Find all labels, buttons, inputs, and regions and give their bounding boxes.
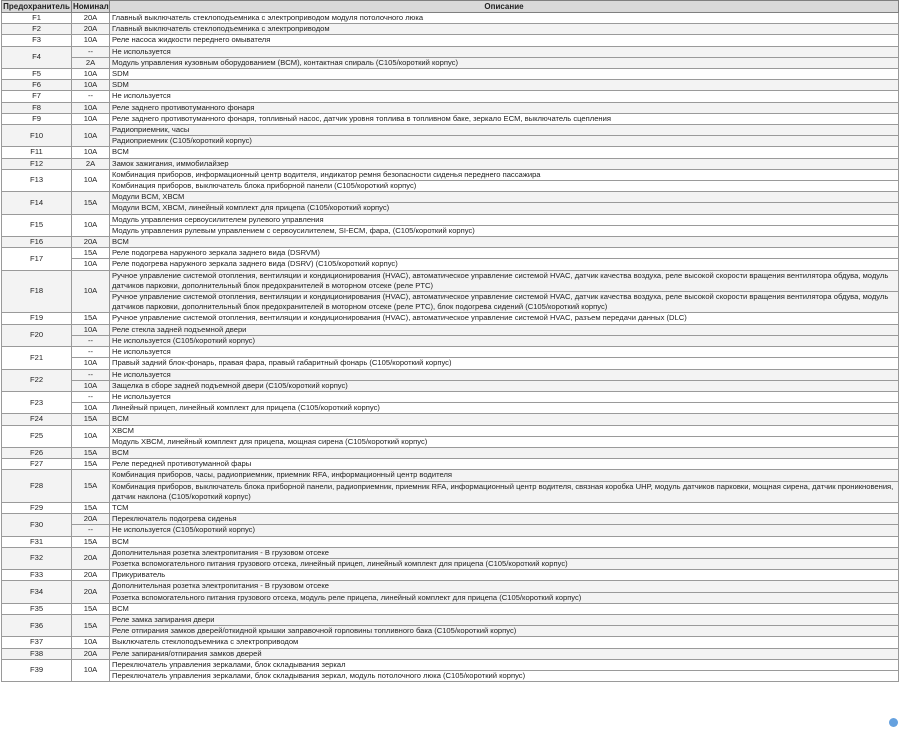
description-cell: Реле запирания/отпирания замков дверей [110, 648, 899, 659]
table-row [2, 547, 899, 558]
description-cell: SDM [110, 69, 899, 80]
description-cell: BCM [110, 603, 899, 614]
table-row [2, 125, 899, 136]
rating-cell: 20A [72, 514, 110, 525]
rating-cell: 10A [72, 259, 110, 270]
rating-cell: 10A [72, 125, 110, 147]
fuse-cell: F4 [2, 46, 72, 68]
fuse-cell: F38 [2, 648, 72, 659]
fuse-cell: F31 [2, 536, 72, 547]
table-row [2, 603, 899, 614]
table-row [2, 648, 899, 659]
fuse-cell: F28 [2, 470, 72, 503]
table-row [2, 270, 899, 291]
fuse-cell: F35 [2, 603, 72, 614]
description-cell: Переключатель управления зеркалами, блок складывания зеркал, модуль потолочного люка (C105/короткий корпус) [110, 670, 899, 681]
fuse-cell: F24 [2, 414, 72, 425]
table-row [2, 225, 899, 236]
description-cell: BCM [110, 536, 899, 547]
description-cell: Ручное управление системой отопления, вентиляции и кондиционирования (HVAC), автоматическое управление системой HVAC, разъем передачи данных (DLC) [110, 313, 899, 324]
description-cell: Не используется [110, 347, 899, 358]
description-cell: Главный выключатель стеклоподъемника с электроприводом [110, 24, 899, 35]
description-cell: Не используется (C105/короткий корпус) [110, 335, 899, 346]
description-cell: Реле заднего противотуманного фонаря [110, 102, 899, 113]
fuse-cell: F16 [2, 237, 72, 248]
rating-cell: 10A [72, 380, 110, 391]
table-row [2, 335, 899, 346]
description-cell: Не используется [110, 46, 899, 57]
rating-cell: 15A [72, 313, 110, 324]
rating-cell: 15A [72, 536, 110, 547]
table-row [2, 436, 899, 447]
fuse-cell: F21 [2, 347, 72, 369]
table-row [2, 46, 899, 57]
fuse-cell: F26 [2, 447, 72, 458]
rating-cell: 10A [72, 169, 110, 191]
description-cell: Реле подогрева наружного зеркала заднего вида (DSRVM) [110, 248, 899, 259]
table-row [2, 637, 899, 648]
fuse-cell: F15 [2, 214, 72, 236]
fuse-cell: F14 [2, 192, 72, 214]
rating-cell: 2A [72, 57, 110, 68]
description-cell: Реле передней противотуманной фары [110, 459, 899, 470]
rating-cell: -- [72, 525, 110, 536]
description-cell: Радиоприемник (C105/короткий корпус) [110, 136, 899, 147]
table-row [2, 292, 899, 313]
description-cell: Переключатель управления зеркалами, блок складывания зеркал [110, 659, 899, 670]
description-cell: Модули BCM, XBCM [110, 192, 899, 203]
rating-cell: 20A [72, 13, 110, 24]
description-cell: BCM [110, 414, 899, 425]
fuse-cell: F19 [2, 313, 72, 324]
description-cell: Замок зажигания, иммобилайзер [110, 158, 899, 169]
fuse-cell: F25 [2, 425, 72, 447]
fuse-cell: F34 [2, 581, 72, 603]
fuse-cell: F17 [2, 248, 72, 270]
description-cell: Дополнительная розетка электропитания - В грузовом отсеке [110, 581, 899, 592]
fuse-cell: F7 [2, 91, 72, 102]
description-cell: SDM [110, 80, 899, 91]
fuse-cell: F1 [2, 13, 72, 24]
table-row [2, 369, 899, 380]
description-cell: Реле подогрева наружного зеркала заднего вида (DSRV) (C105/короткий корпус) [110, 259, 899, 270]
description-cell: Дополнительная розетка электропитания - В грузовом отсеке [110, 547, 899, 558]
fuse-cell: F8 [2, 102, 72, 113]
description-cell: BCM [110, 147, 899, 158]
rating-cell: 15A [72, 502, 110, 513]
table-row [2, 237, 899, 248]
rating-cell: 10A [72, 403, 110, 414]
fuse-table [1, 0, 899, 682]
fuse-cell: F3 [2, 35, 72, 46]
header-rating: Номинал [73, 1, 109, 11]
table-row [2, 670, 899, 681]
description-cell: Прикуриватель [110, 570, 899, 581]
description-cell: Комбинация приборов, информационный центр водителя, индикатор ремня безопасности сиденья переднего пассажира [110, 169, 899, 180]
fuse-table-container [1, 0, 898, 682]
table-row [2, 502, 899, 513]
description-cell: Модули BCM, XBCM, линейный комплект для прицепа (C105/короткий корпус) [110, 203, 899, 214]
table-row [2, 659, 899, 670]
fuse-cell: F27 [2, 459, 72, 470]
fuse-cell: F20 [2, 324, 72, 346]
table-row [2, 581, 899, 592]
description-cell: Линейный прицеп, линейный комплект для прицепа (C105/короткий корпус) [110, 403, 899, 414]
description-cell: BCM [110, 447, 899, 458]
table-row [2, 259, 899, 270]
fuse-cell: F22 [2, 369, 72, 391]
table-row [2, 69, 899, 80]
table-row [2, 80, 899, 91]
table-row [2, 536, 899, 547]
table-row [2, 324, 899, 335]
rating-cell: 15A [72, 248, 110, 259]
rating-cell: 10A [72, 113, 110, 124]
description-cell: Модуль управления кузовным оборудованием (BCM), контактная спираль (C105/короткий корпус) [110, 57, 899, 68]
rating-cell: 20A [72, 581, 110, 603]
table-row [2, 447, 899, 458]
fuse-cell: F18 [2, 270, 72, 313]
table-row [2, 525, 899, 536]
fuse-cell: F11 [2, 147, 72, 158]
fuse-cell: F30 [2, 514, 72, 536]
description-cell: Розетка вспомогательного питания грузового отсека, модуль реле прицепа, линейный комплект для прицепа (C105/короткий корпус) [110, 592, 899, 603]
description-cell: Розетка вспомогательного питания грузового отсека, линейный прицеп, линейный комплект для прицепа (C105/короткий корпус) [110, 558, 899, 569]
description-cell: XBCM [110, 425, 899, 436]
table-row [2, 181, 899, 192]
rating-cell: -- [72, 347, 110, 358]
fuse-cell: F5 [2, 69, 72, 80]
table-header-row [2, 1, 899, 13]
rating-cell: 15A [72, 470, 110, 503]
description-cell: Реле замка запирания двери [110, 614, 899, 625]
fuse-cell: F37 [2, 637, 72, 648]
description-cell: Ручное управление системой отопления, вентиляции и кондиционирования (HVAC), автоматическое управление системой HVAC, датчик качества воздуха, реле высокой скорости вращения вентилятора обдува, модуль датчиков парковки, дополнительный блок предохранителей в моторном отсеке (реле PTC), блок подогрева сидений (C105/короткий корпус) [110, 292, 899, 313]
rating-cell: -- [72, 91, 110, 102]
rating-cell: 15A [72, 459, 110, 470]
table-row [2, 35, 899, 46]
rating-cell: 15A [72, 603, 110, 614]
description-cell: Ручное управление системой отопления, вентиляции и кондиционирования (HVAC), автоматическое управление системой HVAC, датчик качества воздуха, реле высокой скорости вращения вентилятора обдува, модуль датчиков парковки, дополнительный блок предохранителей в моторном отсеке (реле PTC) [110, 270, 899, 291]
rating-cell: -- [72, 369, 110, 380]
table-row [2, 214, 899, 225]
table-row [2, 347, 899, 358]
table-row [2, 626, 899, 637]
table-row [2, 24, 899, 35]
description-cell: Комбинация приборов, выключатель блока приборной панели (C105/короткий корпус) [110, 181, 899, 192]
rating-cell: 20A [72, 24, 110, 35]
description-cell: Переключатель подогрева сиденья [110, 514, 899, 525]
description-cell: Модуль управления сервоусилителем рулевого управления [110, 214, 899, 225]
rating-cell: 10A [72, 659, 110, 681]
rating-cell: 2A [72, 158, 110, 169]
rating-cell: 20A [72, 648, 110, 659]
table-row [2, 57, 899, 68]
table-row [2, 147, 899, 158]
header-fuse: Предохранитель [3, 1, 70, 11]
rating-cell: 15A [72, 614, 110, 636]
description-cell: Не используется [110, 391, 899, 402]
rating-cell: 10A [72, 425, 110, 447]
rating-cell: 10A [72, 270, 110, 313]
fuse-cell: F2 [2, 24, 72, 35]
description-cell: Реле стекла задней подъемной двери [110, 324, 899, 335]
table-row [2, 514, 899, 525]
table-row [2, 425, 899, 436]
fuse-cell: F10 [2, 125, 72, 147]
description-cell: BCM [110, 237, 899, 248]
rating-cell: 10A [72, 358, 110, 369]
description-cell: Реле заднего противотуманного фонаря, топливный насос, датчик уровня топлива в топливном баке, зеркало ECM, выключатель сцепления [110, 113, 899, 124]
table-row [2, 481, 899, 502]
fuse-cell: F39 [2, 659, 72, 681]
rating-cell: 20A [72, 570, 110, 581]
rating-cell: 10A [72, 80, 110, 91]
description-cell: Комбинация приборов, выключатель блока приборной панели, радиоприемник, приемник RFA, информационный центр водителя, связная коробка UHP, модуль датчиков парковки, мощная сирена, датчик проникновения, датчик наклона (C105/короткий корпус) [110, 481, 899, 502]
description-cell: Реле отпирания замков дверей/откидной крышки заправочной горловины топливного бака (C105/короткий корпус) [110, 626, 899, 637]
description-cell: Радиоприемник, часы [110, 125, 899, 136]
rating-cell: 20A [72, 237, 110, 248]
table-row [2, 358, 899, 369]
table-row [2, 102, 899, 113]
rating-cell: -- [72, 46, 110, 57]
rating-cell: 10A [72, 214, 110, 236]
header-description: Описание [110, 1, 899, 13]
table-body [2, 13, 899, 682]
description-cell: Модуль XBCM, линейный комплект для прицепа, мощная сирена (C105/короткий корпус) [110, 436, 899, 447]
rating-cell: 20A [72, 547, 110, 569]
description-cell: Защелка в сборе задней подъемной двери (C105/короткий корпус) [110, 380, 899, 391]
table-row [2, 570, 899, 581]
description-cell: Реле насоса жидкости переднего омывателя [110, 35, 899, 46]
table-row [2, 459, 899, 470]
rating-cell: 10A [72, 35, 110, 46]
table-row [2, 203, 899, 214]
table-row [2, 614, 899, 625]
table-row [2, 558, 899, 569]
table-row [2, 158, 899, 169]
rating-cell: 15A [72, 192, 110, 214]
table-row [2, 470, 899, 481]
description-cell: Правый задний блок-фонарь, правая фара, правый габаритный фонарь (C105/короткий корпус) [110, 358, 899, 369]
fuse-cell: F13 [2, 169, 72, 191]
table-row [2, 380, 899, 391]
description-cell: Не используется [110, 369, 899, 380]
table-row [2, 592, 899, 603]
description-cell: Модуль управления рулевым управлением с сервоусилителем, SI-ECM, фара, (C105/короткий корпус) [110, 225, 899, 236]
table-row [2, 192, 899, 203]
rating-cell: -- [72, 391, 110, 402]
fuse-cell: F9 [2, 113, 72, 124]
fuse-cell: F32 [2, 547, 72, 569]
table-row [2, 313, 899, 324]
table-row [2, 113, 899, 124]
rating-cell: 10A [72, 147, 110, 158]
table-row [2, 91, 899, 102]
description-cell: Выключатель стеклоподъемника с электроприводом [110, 637, 899, 648]
description-cell: TCM [110, 502, 899, 513]
description-cell: Не используется (C105/короткий корпус) [110, 525, 899, 536]
table-row [2, 13, 899, 24]
fuse-cell: F12 [2, 158, 72, 169]
table-row [2, 414, 899, 425]
description-cell: Комбинация приборов, часы, радиоприемник, приемник RFA, информационный центр водителя [110, 470, 899, 481]
fuse-cell: F33 [2, 570, 72, 581]
fuse-cell: F6 [2, 80, 72, 91]
rating-cell: 15A [72, 414, 110, 425]
fuse-cell: F29 [2, 502, 72, 513]
description-cell: Не используется [110, 91, 899, 102]
table-row [2, 169, 899, 180]
scroll-badge-icon [889, 718, 898, 727]
rating-cell: 15A [72, 447, 110, 458]
description-cell: Главный выключатель стеклоподъемника с электроприводом модуля потолочного люка [110, 13, 899, 24]
table-row [2, 391, 899, 402]
rating-cell: 10A [72, 324, 110, 335]
rating-cell: -- [72, 335, 110, 346]
fuse-cell: F36 [2, 614, 72, 636]
rating-cell: 10A [72, 102, 110, 113]
table-row [2, 403, 899, 414]
table-row [2, 136, 899, 147]
fuse-cell: F23 [2, 391, 72, 413]
rating-cell: 10A [72, 69, 110, 80]
table-row [2, 248, 899, 259]
rating-cell: 10A [72, 637, 110, 648]
